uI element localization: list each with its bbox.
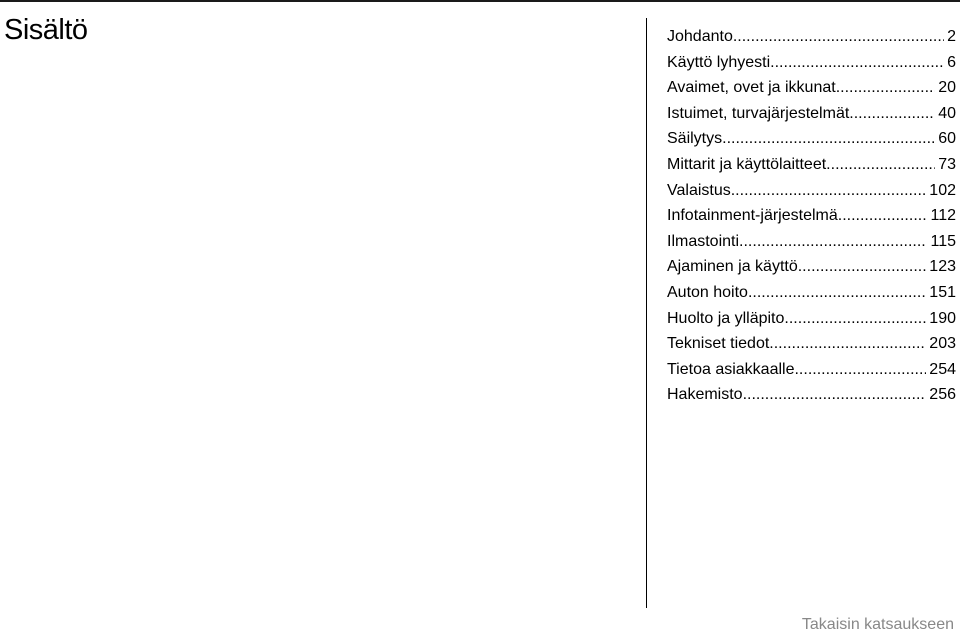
toc-item-ilmastointi[interactable] [667, 229, 956, 255]
toc-item-label: Istuimet, turvajärjestelmät [667, 104, 850, 122]
toc-item-label: Mittarit ja käyttölaitteet [667, 155, 827, 173]
toc-item-label: Auton hoito [667, 283, 748, 301]
toc-item-mittarit[interactable] [667, 152, 956, 178]
toc-item-valaistus[interactable] [667, 178, 956, 204]
toc-item-page: 123 [929, 258, 956, 276]
toc-item-istuimet[interactable] [667, 101, 956, 127]
top-rule [0, 0, 960, 2]
toc-item-page: 6 [947, 53, 956, 71]
toc-dot-leader [733, 24, 944, 50]
toc-item-label: Ajaminen ja käyttö [667, 258, 798, 276]
toc-item-johdanto[interactable] [667, 24, 956, 50]
toc-item-sailytys[interactable] [667, 126, 956, 152]
toc-item-page: 254 [929, 360, 956, 378]
toc-dot-leader [748, 280, 926, 306]
toc-item-page: 112 [930, 207, 956, 225]
toc-item-label: Infotainment-järjestelmä [667, 207, 838, 225]
toc-item-page: 20 [938, 79, 956, 97]
toc-item-label: Tietoa asiakkaalle [667, 360, 795, 378]
toc-item-label: Huolto ja ylläpito [667, 309, 785, 327]
toc-item-label: Avaimet, ovet ja ikkunat [667, 79, 836, 97]
toc-item-label: Ilmastointi [667, 232, 740, 250]
toc-item-page: 256 [929, 386, 956, 404]
toc-item-infotainment[interactable] [667, 203, 956, 229]
toc-item-avaimet[interactable] [667, 75, 956, 101]
toc-item-tietoa-asiakkaalle[interactable] [667, 357, 956, 383]
table-of-contents [667, 24, 956, 408]
toc-dot-leader [794, 357, 926, 383]
toc-item-page: 60 [938, 130, 956, 148]
toc-dot-leader [826, 152, 935, 178]
toc-item-label: Käyttö lyhyesti [667, 53, 771, 71]
toc-item-ajaminen[interactable] [667, 254, 956, 280]
toc-item-page: 115 [930, 232, 956, 250]
toc-dot-leader [743, 382, 927, 408]
toc-item-page: 151 [929, 283, 956, 301]
column-divider [646, 18, 647, 608]
toc-dot-leader [739, 229, 927, 255]
toc-item-label: Johdanto [667, 28, 733, 45]
toc-dot-leader [731, 178, 927, 204]
toc-item-label: Tekniset tiedot [667, 335, 770, 353]
toc-dot-leader [838, 203, 928, 229]
toc-item-page: 102 [929, 181, 956, 199]
toc-item-auton-hoito[interactable] [667, 280, 956, 306]
toc-dot-leader [836, 75, 936, 101]
toc-item-page: 73 [938, 155, 956, 173]
toc-item-label: Valaistus [667, 181, 731, 199]
toc-dot-leader [784, 306, 926, 332]
toc-dot-leader [770, 50, 944, 76]
toc-dot-leader [722, 126, 935, 152]
toc-item-page: 190 [929, 309, 956, 327]
toc-item-huolto[interactable] [667, 306, 956, 332]
back-to-overview-link[interactable]: Takaisin katsaukseen [801, 615, 954, 633]
toc-item-tekniset-tiedot[interactable] [667, 331, 956, 357]
toc-item-label: Hakemisto [667, 386, 743, 404]
toc-item-hakemisto[interactable] [667, 382, 956, 408]
toc-item-page: 2 [947, 28, 956, 45]
toc-dot-leader [798, 254, 927, 280]
toc-dot-leader [769, 331, 926, 357]
toc-item-page: 40 [938, 104, 956, 122]
toc-dot-leader [849, 101, 935, 127]
toc-item-kaytto-lyhyesti[interactable] [667, 50, 956, 76]
page-title: Sisältö [4, 14, 88, 46]
toc-item-page: 203 [929, 335, 956, 353]
toc-item-label: Säilytys [667, 130, 723, 148]
